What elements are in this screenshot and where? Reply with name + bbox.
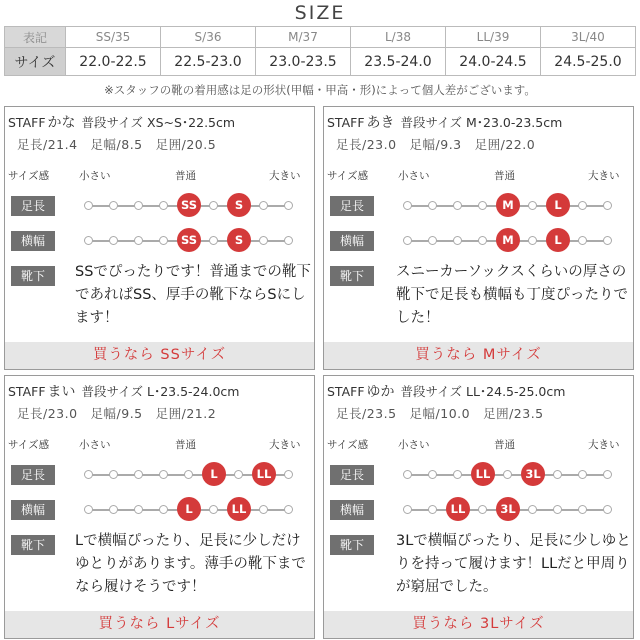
length-fit-scale	[408, 467, 608, 481]
scale-small-label: 小さい	[79, 170, 111, 182]
size-marker: 3L	[496, 497, 520, 521]
size-marker: L	[546, 228, 570, 252]
staff-header	[8, 112, 308, 132]
staff-foot-measurements: 足長/21.4 足幅/8.5 足囲/20.5	[17, 137, 217, 152]
scale-tick	[209, 505, 218, 514]
size-marker: M	[496, 228, 520, 252]
scale-tick	[403, 201, 412, 210]
scale-tick	[209, 236, 218, 245]
scale-tick	[578, 201, 587, 210]
size-range-cell: 24.0-24.5	[446, 48, 541, 76]
scale-large-label: 大きい	[269, 170, 301, 182]
size-marker: LL	[471, 462, 495, 486]
scale-tick	[603, 201, 612, 210]
width-tag: 横幅	[330, 500, 374, 520]
size-code-row	[5, 27, 636, 48]
length-tag: 足長	[330, 465, 374, 485]
scale-tick	[578, 505, 587, 514]
page-title: SIZE	[294, 2, 346, 24]
staff-comment: Lで横幅ぴったり、足長に少しだけゆとりがあります。薄手の靴下までなら履けそうです！	[75, 533, 306, 595]
scale-tick	[428, 236, 437, 245]
scale-tick	[428, 505, 437, 514]
scale-tick	[478, 201, 487, 210]
scale-tick	[503, 470, 512, 479]
length-tag: 足長	[11, 196, 55, 216]
width-tag: 横幅	[330, 231, 374, 251]
scale-tick	[284, 505, 293, 514]
recommendation-bar: 買うなら SSサイズ	[5, 342, 314, 369]
length-fit-scale	[408, 198, 608, 212]
width-tag: 横幅	[11, 231, 55, 251]
length-tag: 足長	[11, 465, 55, 485]
size-range-cell: 23.5-24.0	[351, 48, 446, 76]
staff-foot-measurements: 足長/23.0 足幅/9.3 足囲/22.0	[336, 137, 536, 152]
size-marker: SS	[177, 193, 201, 217]
staff-prefix: STAFF	[327, 115, 365, 130]
scale-tick	[84, 201, 93, 210]
staff-panel-mai	[4, 375, 315, 639]
scale-tick	[84, 470, 93, 479]
scale-tick	[403, 470, 412, 479]
disclaimer-note: ※スタッフの靴の着用感は足の形状(甲幅・甲高・形)によって個人差がございます。	[104, 83, 536, 97]
size-marker: S	[227, 228, 251, 252]
socks-tag: 靴下	[330, 535, 374, 555]
scale-tick	[259, 201, 268, 210]
size-range-cell: 24.5-25.0	[541, 48, 636, 76]
scale-tick	[428, 201, 437, 210]
scale-large-label: 大きい	[588, 439, 620, 451]
scale-tick	[84, 236, 93, 245]
staff-header	[327, 381, 627, 401]
scale-tick	[603, 236, 612, 245]
length-fit-scale	[89, 198, 289, 212]
width-fit-scale	[89, 502, 289, 516]
staff-panel-kana	[4, 106, 315, 370]
scale-tick	[84, 505, 93, 514]
scale-tick	[134, 505, 143, 514]
width-tag: 横幅	[11, 500, 55, 520]
scale-tick	[528, 505, 537, 514]
staff-prefix: STAFF	[8, 115, 46, 130]
scale-header-label: サイズ感	[327, 439, 369, 451]
staff-header	[327, 112, 627, 132]
scale-tick	[603, 470, 612, 479]
socks-tag: 靴下	[11, 266, 55, 286]
scale-tick	[209, 201, 218, 210]
scale-tick	[159, 201, 168, 210]
width-fit-scale	[408, 502, 608, 516]
scale-tick	[453, 470, 462, 479]
socks-tag: 靴下	[11, 535, 55, 555]
staff-comment: スニーカーソックスくらいの厚さの靴下で足長も横幅も丁度ぴったりでした！	[396, 264, 628, 326]
scale-small-label: 小さい	[398, 170, 430, 182]
staff-comment: SSでぴったりです！普通までの靴下であればSS、厚手の靴下ならSにします！	[75, 264, 311, 326]
scale-tick	[578, 236, 587, 245]
size-range-row	[5, 48, 636, 76]
size-range-cell: 22.5-23.0	[161, 48, 256, 76]
width-fit-scale	[408, 233, 608, 247]
size-marker: L	[202, 462, 226, 486]
size-code-cell: S/36	[161, 27, 256, 48]
size-range-label: サイズ	[5, 48, 66, 76]
size-chart-table	[4, 26, 636, 76]
socks-tag: 靴下	[330, 266, 374, 286]
scale-tick	[603, 505, 612, 514]
scale-normal-label: 普通	[175, 170, 196, 182]
size-code-cell: M/37	[256, 27, 351, 48]
size-marker: 3L	[521, 462, 545, 486]
size-code-cell: LL/39	[446, 27, 541, 48]
width-fit-scale	[89, 233, 289, 247]
length-fit-scale	[89, 467, 289, 481]
scale-tick	[453, 201, 462, 210]
scale-tick	[284, 236, 293, 245]
staff-usual-size: 普段サイズ M･23.0-23.5cm	[400, 115, 563, 130]
size-range-cell: 23.0-23.5	[256, 48, 351, 76]
scale-tick	[284, 470, 293, 479]
scale-tick	[159, 470, 168, 479]
scale-small-label: 小さい	[79, 439, 111, 451]
scale-large-label: 大きい	[269, 439, 301, 451]
recommendation-bar: 買うなら Lサイズ	[5, 611, 314, 638]
staff-name: かな	[47, 115, 76, 131]
staff-header	[8, 381, 308, 401]
size-code-cell: 3L/40	[541, 27, 636, 48]
scale-tick	[259, 236, 268, 245]
scale-tick	[109, 505, 118, 514]
staff-panel-yuka	[323, 375, 634, 639]
scale-small-label: 小さい	[398, 439, 430, 451]
staff-usual-size: 普段サイズ LL･24.5-25.0cm	[400, 384, 566, 399]
scale-tick	[109, 236, 118, 245]
scale-tick	[159, 505, 168, 514]
scale-tick	[403, 505, 412, 514]
scale-tick	[453, 236, 462, 245]
recommendation-bar: 買うなら Mサイズ	[324, 342, 633, 369]
scale-tick	[109, 201, 118, 210]
scale-tick	[109, 470, 118, 479]
scale-tick	[553, 470, 562, 479]
size-range-cell: 22.0-22.5	[66, 48, 161, 76]
scale-tick	[578, 470, 587, 479]
scale-tick	[528, 201, 537, 210]
scale-tick	[259, 505, 268, 514]
staff-name: あき	[366, 115, 395, 131]
scale-normal-label: 普通	[494, 439, 515, 451]
staff-panel-aki	[323, 106, 634, 370]
staff-name: ゆか	[366, 384, 395, 400]
staff-prefix: STAFF	[8, 384, 46, 399]
scale-tick	[403, 236, 412, 245]
scale-tick	[428, 470, 437, 479]
scale-tick	[553, 505, 562, 514]
size-marker: M	[496, 193, 520, 217]
scale-large-label: 大きい	[588, 170, 620, 182]
size-marker: S	[227, 193, 251, 217]
scale-tick	[184, 470, 193, 479]
scale-tick	[284, 201, 293, 210]
size-marker: L	[546, 193, 570, 217]
recommendation-bar: 買うなら 3Lサイズ	[324, 611, 633, 638]
scale-tick	[478, 505, 487, 514]
scale-header-label: サイズ感	[327, 170, 369, 182]
size-code-label: 表記	[5, 27, 66, 48]
staff-foot-measurements: 足長/23.5 足幅/10.0 足囲/23.5	[336, 406, 544, 421]
size-marker: LL	[446, 497, 470, 521]
scale-header-label: サイズ感	[8, 170, 50, 182]
size-code-cell: SS/35	[66, 27, 161, 48]
scale-tick	[478, 236, 487, 245]
scale-tick	[134, 236, 143, 245]
scale-tick	[134, 470, 143, 479]
size-marker: L	[177, 497, 201, 521]
scale-tick	[134, 201, 143, 210]
staff-usual-size: 普段サイズ XS~S･22.5cm	[81, 115, 236, 130]
scale-tick	[234, 470, 243, 479]
staff-comment: 3Lで横幅ぴったり、足長に少しゆとりを持って履けます！LLだと甲周りが窮屈でした。	[396, 533, 631, 595]
size-marker: LL	[252, 462, 276, 486]
size-marker: LL	[227, 497, 251, 521]
scale-tick	[528, 236, 537, 245]
size-code-cell: L/38	[351, 27, 446, 48]
length-tag: 足長	[330, 196, 374, 216]
staff-foot-measurements: 足長/23.0 足幅/9.5 足囲/21.2	[17, 406, 217, 421]
staff-usual-size: 普段サイズ L･23.5-24.0cm	[81, 384, 240, 399]
scale-tick	[159, 236, 168, 245]
scale-normal-label: 普通	[494, 170, 515, 182]
scale-normal-label: 普通	[175, 439, 196, 451]
staff-name: まい	[47, 384, 76, 400]
size-marker: SS	[177, 228, 201, 252]
scale-header-label: サイズ感	[8, 439, 50, 451]
staff-prefix: STAFF	[327, 384, 365, 399]
